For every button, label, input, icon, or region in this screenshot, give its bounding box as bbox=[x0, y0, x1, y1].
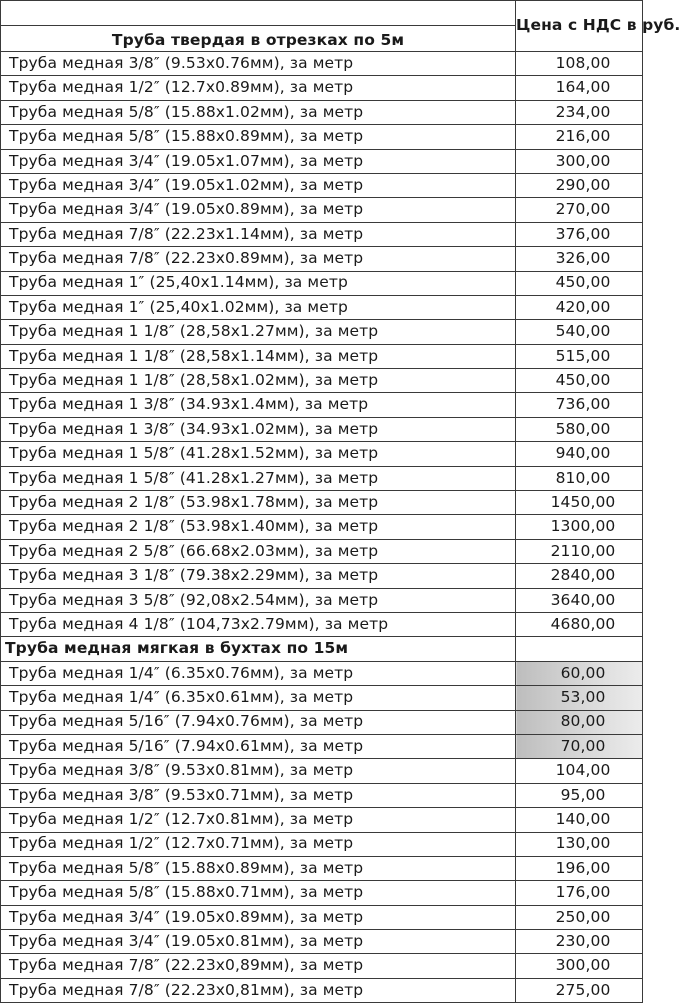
item-name: Труба медная 3/4″ (19.05x0.89мм), за метр bbox=[1, 198, 516, 222]
table-row bbox=[1, 783, 643, 807]
item-name: Труба медная 5/16″ (7.94x0.61мм), за метр bbox=[1, 734, 516, 758]
item-price: 1450,00 bbox=[516, 491, 643, 515]
item-name: Труба медная 1/2″ (12.7x0.89мм), за метр bbox=[1, 76, 516, 100]
item-name: Труба медная 7/8″ (22.23x0,81мм), за метр bbox=[1, 978, 516, 1002]
item-name: Труба медная 1″ (25,40x1.14мм), за метр bbox=[1, 271, 516, 295]
item-name: Труба медная 1 3/8″ (34.93x1.02мм), за метр bbox=[1, 417, 516, 441]
table-row bbox=[1, 149, 643, 173]
item-name: Труба медная 5/8″ (15.88x0.89мм), за метр bbox=[1, 856, 516, 880]
item-name: Труба медная 3/8″ (9.53x0.81мм), за метр bbox=[1, 759, 516, 783]
item-name: Труба медная 3 1/8″ (79.38x2.29мм), за метр bbox=[1, 564, 516, 588]
item-name: Труба медная 3/4″ (19.05x1.07мм), за метр bbox=[1, 149, 516, 173]
item-price: 196,00 bbox=[516, 856, 643, 880]
item-name: Труба медная 2 1/8″ (53.98x1.78мм), за метр bbox=[1, 491, 516, 515]
item-price: 80,00 bbox=[516, 710, 643, 734]
item-price: 95,00 bbox=[516, 783, 643, 807]
table-row bbox=[1, 686, 643, 710]
section2-header-row bbox=[1, 637, 643, 661]
item-price: 2840,00 bbox=[516, 564, 643, 588]
item-price: 250,00 bbox=[516, 905, 643, 929]
table-row bbox=[1, 271, 643, 295]
table-row bbox=[1, 588, 643, 612]
table-row bbox=[1, 978, 643, 1002]
table-row bbox=[1, 954, 643, 978]
table-row bbox=[1, 344, 643, 368]
item-name: Труба медная 1 3/8″ (34.93x1.4мм), за метр bbox=[1, 393, 516, 417]
table-row bbox=[1, 320, 643, 344]
table-row bbox=[1, 832, 643, 856]
item-price: 580,00 bbox=[516, 417, 643, 441]
item-name: Труба медная 1 5/8″ (41.28x1.27мм), за метр bbox=[1, 466, 516, 490]
table-row bbox=[1, 856, 643, 880]
item-price: 1300,00 bbox=[516, 515, 643, 539]
item-name: Труба медная 3/4″ (19.05x0.89мм), за метр bbox=[1, 905, 516, 929]
item-name: Труба медная 3/4″ (19.05x0.81мм), за метр bbox=[1, 930, 516, 954]
table-row bbox=[1, 930, 643, 954]
item-name: Труба медная 1 1/8″ (28,58x1.14мм), за метр bbox=[1, 344, 516, 368]
item-price: 230,00 bbox=[516, 930, 643, 954]
item-price: 234,00 bbox=[516, 100, 643, 124]
item-name: Труба медная 5/8″ (15.88x0.71мм), за метр bbox=[1, 881, 516, 905]
item-price: 70,00 bbox=[516, 734, 643, 758]
item-price: 940,00 bbox=[516, 442, 643, 466]
table-row bbox=[1, 612, 643, 636]
item-name: Труба медная 5/8″ (15.88x1.02мм), за метр bbox=[1, 100, 516, 124]
section1-title: Труба твердая в отрезках по 5м bbox=[1, 26, 516, 52]
table-row bbox=[1, 661, 643, 685]
item-name: Труба медная 1/2″ (12.7x0.71мм), за метр bbox=[1, 832, 516, 856]
item-price: 736,00 bbox=[516, 393, 643, 417]
item-name: Труба медная 4 1/8″ (104,73x2.79мм), за метр bbox=[1, 612, 516, 636]
item-name: Труба медная 1/2″ (12.7x0.81мм), за метр bbox=[1, 808, 516, 832]
item-name: Труба медная 3 5/8″ (92,08x2.54мм), за метр bbox=[1, 588, 516, 612]
table-row bbox=[1, 466, 643, 490]
table-row bbox=[1, 393, 643, 417]
table-row bbox=[1, 247, 643, 271]
table-row bbox=[1, 125, 643, 149]
item-price: 104,00 bbox=[516, 759, 643, 783]
item-name: Труба медная 2 1/8″ (53.98x1.40мм), за метр bbox=[1, 515, 516, 539]
item-name: Труба медная 5/8″ (15.88x0.89мм), за метр bbox=[1, 125, 516, 149]
table-row bbox=[1, 295, 643, 319]
item-price: 2110,00 bbox=[516, 539, 643, 563]
item-name: Труба медная 1 5/8″ (41.28x1.52мм), за метр bbox=[1, 442, 516, 466]
item-price: 275,00 bbox=[516, 978, 643, 1002]
table-row bbox=[1, 417, 643, 441]
item-name: Труба медная 1″ (25,40x1.02мм), за метр bbox=[1, 295, 516, 319]
item-name: Труба медная 7/8″ (22.23x1.14мм), за метр bbox=[1, 222, 516, 246]
section2-price-blank bbox=[516, 637, 643, 661]
table-row bbox=[1, 759, 643, 783]
table-row bbox=[1, 442, 643, 466]
item-name: Труба медная 2 5/8″ (66.68x2.03мм), за метр bbox=[1, 539, 516, 563]
item-price: 300,00 bbox=[516, 149, 643, 173]
item-price: 140,00 bbox=[516, 808, 643, 832]
header-blank-cell bbox=[1, 1, 516, 26]
price-column-header: Цена с НДС в руб. bbox=[516, 1, 643, 52]
item-price: 164,00 bbox=[516, 76, 643, 100]
table-row bbox=[1, 515, 643, 539]
table-row bbox=[1, 100, 643, 124]
item-name: Труба медная 1/4″ (6.35x0.61мм), за метр bbox=[1, 686, 516, 710]
section2-title: Труба медная мягкая в бухтах по 15м bbox=[1, 637, 516, 661]
item-name: Труба медная 7/8″ (22.23x0.89мм), за метр bbox=[1, 247, 516, 271]
item-price: 108,00 bbox=[516, 52, 643, 76]
item-price: 326,00 bbox=[516, 247, 643, 271]
item-name: Труба медная 1 1/8″ (28,58x1.02мм), за метр bbox=[1, 369, 516, 393]
item-price: 130,00 bbox=[516, 832, 643, 856]
table-row bbox=[1, 734, 643, 758]
table-row bbox=[1, 76, 643, 100]
table-row bbox=[1, 491, 643, 515]
table-row bbox=[1, 881, 643, 905]
table-row bbox=[1, 369, 643, 393]
table-row bbox=[1, 222, 643, 246]
item-price: 300,00 bbox=[516, 954, 643, 978]
item-price: 420,00 bbox=[516, 295, 643, 319]
item-name: Труба медная 7/8″ (22.23x0,89мм), за метр bbox=[1, 954, 516, 978]
item-name: Труба медная 3/4″ (19.05x1.02мм), за метр bbox=[1, 173, 516, 197]
item-price: 450,00 bbox=[516, 271, 643, 295]
table-row bbox=[1, 710, 643, 734]
table-row bbox=[1, 905, 643, 929]
table-row bbox=[1, 198, 643, 222]
item-price: 515,00 bbox=[516, 344, 643, 368]
item-name: Труба медная 3/8″ (9.53x0.76мм), за метр bbox=[1, 52, 516, 76]
item-name: Труба медная 1/4″ (6.35x0.76мм), за метр bbox=[1, 661, 516, 685]
item-price: 290,00 bbox=[516, 173, 643, 197]
item-price: 60,00 bbox=[516, 661, 643, 685]
item-price: 376,00 bbox=[516, 222, 643, 246]
table-row bbox=[1, 173, 643, 197]
table-row bbox=[1, 52, 643, 76]
table-row bbox=[1, 564, 643, 588]
item-price: 4680,00 bbox=[516, 612, 643, 636]
item-price: 176,00 bbox=[516, 881, 643, 905]
item-price: 53,00 bbox=[516, 686, 643, 710]
item-name: Труба медная 3/8″ (9.53x0.71мм), за метр bbox=[1, 783, 516, 807]
item-price: 540,00 bbox=[516, 320, 643, 344]
header-row-top bbox=[1, 1, 643, 26]
item-price: 450,00 bbox=[516, 369, 643, 393]
item-name: Труба медная 1 1/8″ (28,58x1.27мм), за метр bbox=[1, 320, 516, 344]
table-row bbox=[1, 808, 643, 832]
item-name: Труба медная 5/16″ (7.94x0.76мм), за метр bbox=[1, 710, 516, 734]
item-price: 216,00 bbox=[516, 125, 643, 149]
item-price: 810,00 bbox=[516, 466, 643, 490]
table-row bbox=[1, 539, 643, 563]
item-price: 270,00 bbox=[516, 198, 643, 222]
item-price: 3640,00 bbox=[516, 588, 643, 612]
